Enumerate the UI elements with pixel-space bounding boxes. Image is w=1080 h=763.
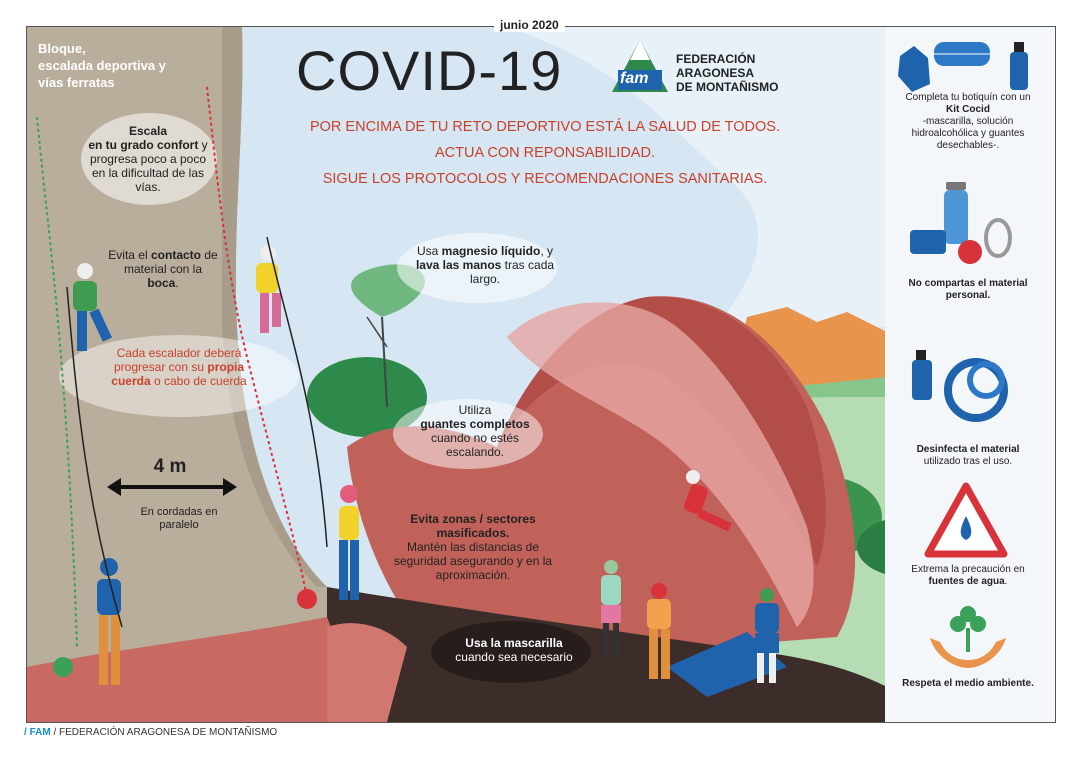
footer-org-full: FEDERACIÓN ARAGONESA DE MONTAÑISMO bbox=[59, 727, 278, 738]
disinfect-icon bbox=[906, 340, 1026, 430]
tip-comfort: Escala en tu grado confort y progresa poco a poco en la dificultad de las vías. bbox=[88, 124, 208, 194]
sidebar-water: Extrema la precaución en fuentes de agua. bbox=[911, 564, 1025, 587]
distance-arrow-icon bbox=[107, 477, 237, 497]
kit-icons bbox=[890, 36, 1040, 96]
tip-mask: Usa la mascarilla cuando sea necesario bbox=[455, 636, 573, 664]
sidebar-environment: Respeta el medio ambiente. bbox=[902, 678, 1034, 689]
logo-short-text: fam bbox=[620, 70, 649, 87]
sidebar-disinfect: Desinfecta el material utilizado tras el uso. bbox=[916, 444, 1020, 467]
tip-mouth: Evita el contacto de material con la boca. bbox=[108, 248, 218, 290]
water-warning-icon bbox=[924, 482, 1008, 558]
sidebar-share: No compartas el material personal. bbox=[908, 278, 1028, 301]
sidebar-kit: Completa tu botiquín con un Kit Cocid -mascarilla, solución hidroalcohólica y guantes desechables-. bbox=[905, 92, 1031, 151]
date-label: junio 2020 bbox=[494, 18, 565, 32]
slogan-2: ACTUA CON REPONSABILIDAD. bbox=[435, 145, 655, 161]
tip-rope: Cada escalador deberá progresar con su propia cuerda o cabo de cuerda bbox=[111, 346, 247, 388]
org-name: FEDERACIÓN ARAGONESA DE MONTAÑISMO bbox=[676, 52, 779, 94]
slogan-3: SIGUE LOS PROTOCOLOS Y RECOMENDACIONES SANITARIAS. bbox=[322, 171, 768, 187]
slogan-1: POR ENCIMA DE TU RETO DEPORTIVO ESTÁ LA SALUD DE TODOS. bbox=[309, 119, 781, 135]
environment-icon bbox=[926, 598, 1010, 672]
page-title: COVID-19 bbox=[296, 39, 563, 102]
personal-material-icon bbox=[908, 180, 1028, 270]
footer: / FAM / FEDERACIÓN ARAGONESA DE MONTAÑISMO bbox=[24, 727, 278, 738]
section-label: Bloque, escalada deportiva y vías ferratas bbox=[38, 41, 166, 90]
tip-chalk: Usa magnesio líquido, y lava las manos tras cada largo. bbox=[415, 244, 555, 286]
tip-crowds: Evita zonas / sectores masificados. Mantén las distancias de seguridad asegurando y en la aproximación. bbox=[393, 512, 553, 582]
tip-gloves: Utiliza guantes completos cuando no estés escalando. bbox=[420, 403, 530, 459]
footer-org-short: FAM bbox=[29, 727, 51, 738]
distance-caption: En cordadas en paralelo bbox=[140, 506, 218, 531]
distance-value: 4 m bbox=[153, 456, 187, 477]
